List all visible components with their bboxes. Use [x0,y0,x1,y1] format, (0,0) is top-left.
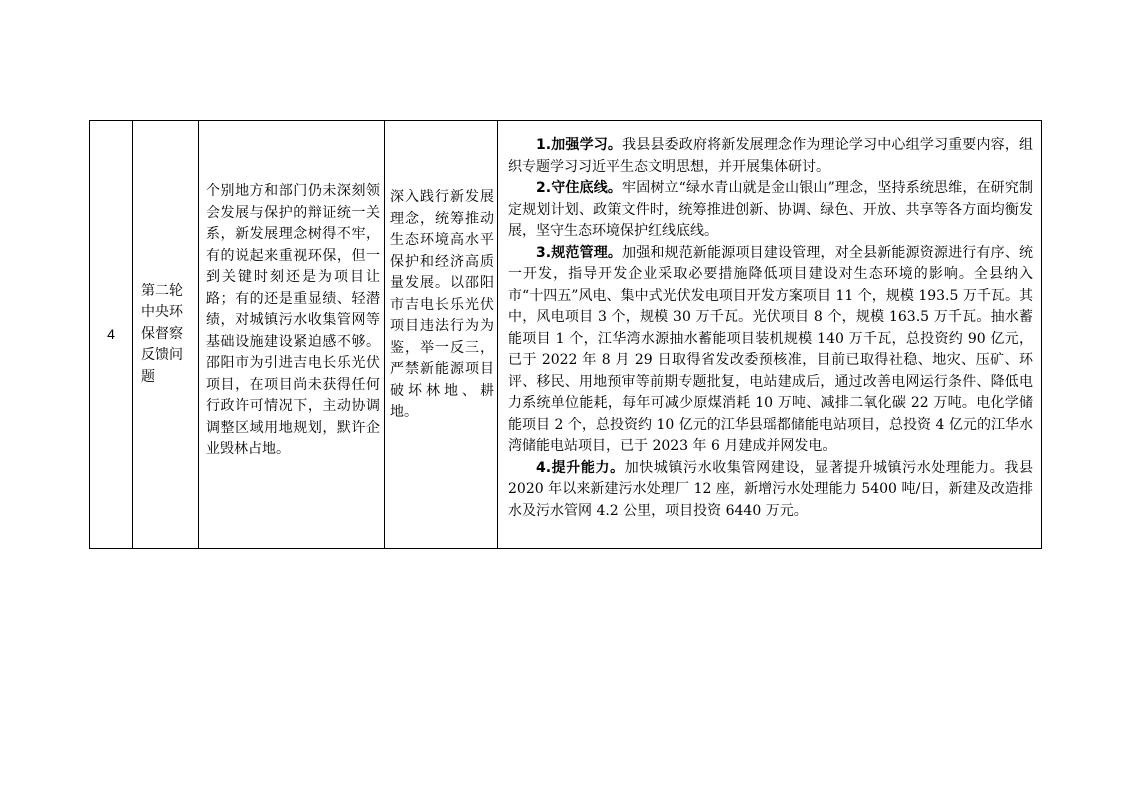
goal-text: 深入践行新发展理念，统筹推动生态环境高水平保护和经济高质量发展。以邵阳市吉电长乐光伏项目违法行为为鉴，举一反三，严禁新能源项目破坏林地、耕地。 [390,189,494,420]
goal-cell [385,121,498,549]
category-text: 第二轮中央环保督察反馈问题 [141,282,183,385]
issue-text: 个别地方和部门仍未深刻领会发展与保护的辩证统一关系，新发展理念树得不牢，有的说起来重视环保，但一到关键时刻还是为项目让路；有的还是重显绩、轻潜绩，对城镇污水收集管网等基础设施建设紧迫感不够。邵阳市为引进吉电长乐光伏项目，在项目尚未获得任何行政许可情况下，主动协调调整区域用地规划，默许企业毁林占地。 [206,183,380,457]
issue-cell [199,121,385,549]
row-number: 4 [107,325,115,342]
measure-heading: 1.加强学习。 [536,137,623,153]
measure-item [508,458,1033,523]
measure-item [508,135,1033,178]
measure-text: 牢固树立“绿水青山就是金山银山”理念，坚持系统思维，在研究制定规划计划、政策文件时，统筹推进创新、协调、绿色、开放、共享等各方面均衡发展，坚守生态环境保护红线底线。 [508,180,1033,239]
rectification-table [89,120,1042,549]
measure-text: 加强和规范新能源项目建设管理，对全县新能源资源进行有序、统一开发，指导开发企业采取必要措施降低项目建设对生态环境的影响。全县纳入市“十四五”风电、集中式光伏发电项目开发方案项目 11 个，规模 193.5 万千瓦。其中，风电项目 3 个，规模 30 万千瓦。光伏项目 8 个，规模 163.5 万千瓦。抽水蓄能项目 1 个，江华湾水源抽水蓄能项目装机规模 140 万千瓦，总投资约 90 亿元，已于 2022 年 8 月 29 日取得省发改委预核准，目前已取得社稳、地灾、压矿、环评、移民、用地预审等前期专题批复，电站建成后，通过改善电网运行条件、降低电力系统单位能耗，每年可减少原煤消耗 10 万吨、减排二氧化碳 22 万吨。电化学储能项目 2 个，总投资约 10 亿元的江华县瑶都储能电站项目，总投资 4 亿元的江华水湾储能电站项目，已于 2023 年 6 月建成并网发电。 [508,244,1033,454]
row-number-cell [90,121,133,549]
measure-text: 加快城镇污水收集管网建设，显著提升城镇污水处理能力。我县 2020 年以来新建污水处理厂 12 座，新增污水处理能力 5400 吨/日，新建及改造排水及污水管网 4.2 公里，项目投资 6440 万元。 [508,459,1033,519]
measure-text: 我县县委政府将新发展理念作为理论学习中心组学习重要内容，组织专题学习习近平生态文明思想，并开展集体研讨。 [508,137,1033,175]
measure-item [508,243,1033,458]
measure-heading: 3.规范管理。 [536,244,623,261]
table-row [90,121,1042,549]
category-cell [133,121,199,549]
measure-heading: 4.提升能力。 [536,459,625,476]
measures-cell [498,121,1042,549]
measure-heading: 2.守住底线。 [536,180,623,196]
measure-item [508,178,1033,243]
